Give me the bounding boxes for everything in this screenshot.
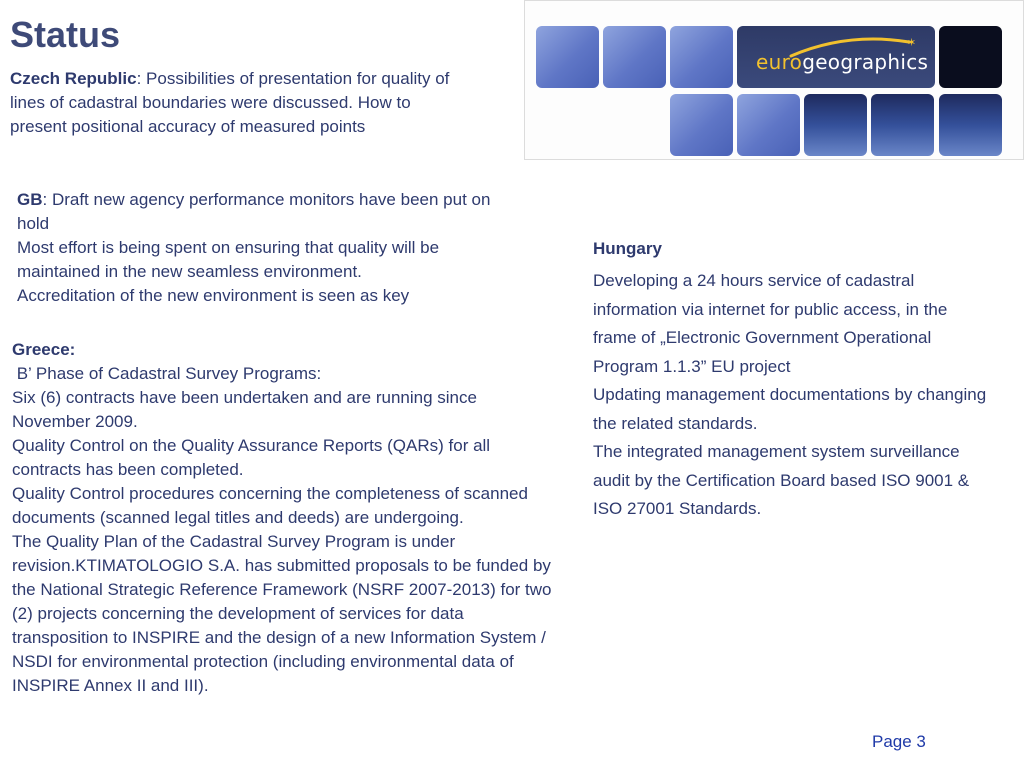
brand-panel bbox=[737, 26, 935, 88]
brand-name bbox=[756, 50, 928, 74]
logo-tile bbox=[804, 94, 867, 156]
hungary-section bbox=[593, 237, 993, 524]
hungary-line: Updating management documentations by changing the related standards. bbox=[593, 385, 987, 433]
gb-text: : Draft new agency performance monitors have been put on hold bbox=[17, 190, 491, 233]
greece-line: Quality Control procedures concerning the completeness of scanned documents (scanned legal titles and deeds) are undergoing. bbox=[12, 484, 528, 527]
logo-tile bbox=[670, 26, 733, 88]
brand-name-part1: euro bbox=[756, 50, 803, 74]
svg-text:✶: ✶ bbox=[907, 36, 917, 49]
greece-heading: Greece: bbox=[12, 340, 76, 359]
brand-name-part2: geographics bbox=[802, 50, 929, 74]
hungary-heading: Hungary bbox=[593, 239, 662, 258]
gb-section bbox=[17, 188, 497, 308]
greece-line: Quality Control on the Quality Assurance Reports (QARs) for all contracts has been completed. bbox=[12, 436, 491, 479]
logo-tile bbox=[603, 26, 666, 88]
gb-heading: GB bbox=[17, 190, 43, 209]
logo-tile bbox=[670, 94, 733, 156]
logo-tile bbox=[939, 26, 1002, 88]
greece-line: B’ Phase of Cadastral Survey Programs: bbox=[12, 364, 322, 383]
czech-heading: Czech Republic bbox=[10, 69, 137, 88]
hungary-line: The integrated management system surveillance audit by the Certification Board based ISO 9001 & ISO 27001 Standards. bbox=[593, 442, 970, 518]
page-number-link[interactable]: Page 3 bbox=[872, 732, 926, 751]
gb-line: Most effort is being spent on ensuring that quality will be maintained in the new seamless environment. bbox=[17, 238, 440, 281]
czech-republic-section bbox=[10, 67, 450, 139]
hungary-line: Developing a 24 hours service of cadastral information via internet for public access, in the frame of „Electronic Government Operational Program 1.1.3” EU project bbox=[593, 271, 948, 376]
gb-line: Accreditation of the new environment is seen as key bbox=[17, 286, 410, 305]
slide-title: Status bbox=[10, 14, 121, 55]
greece-section bbox=[12, 338, 557, 698]
logo-tile bbox=[737, 94, 800, 156]
eurogeographics-logo bbox=[524, 0, 1024, 160]
greece-line: The Quality Plan of the Cadastral Survey Program is under revision.KTIMATOLOGIO S.A. has submitted proposals to be funded by the National Strategic Reference Framework (NSRF 2007-2013) for two (2) projects concerning the development of services for data transposition to INSPIRE and the design of a new Information System / NSDI for environmental protection (including environmental data of INSPIRE Annex II and III). bbox=[12, 532, 552, 695]
logo-tile bbox=[871, 94, 934, 156]
logo-tile bbox=[939, 94, 1002, 156]
czech-text: : Possibilities of presentation for quality of lines of cadastral boundaries were discussed. How to present positional accuracy of measured points bbox=[10, 69, 450, 136]
logo-tile bbox=[536, 26, 599, 88]
greece-line: Six (6) contracts have been undertaken and are running since November 2009. bbox=[12, 388, 477, 431]
